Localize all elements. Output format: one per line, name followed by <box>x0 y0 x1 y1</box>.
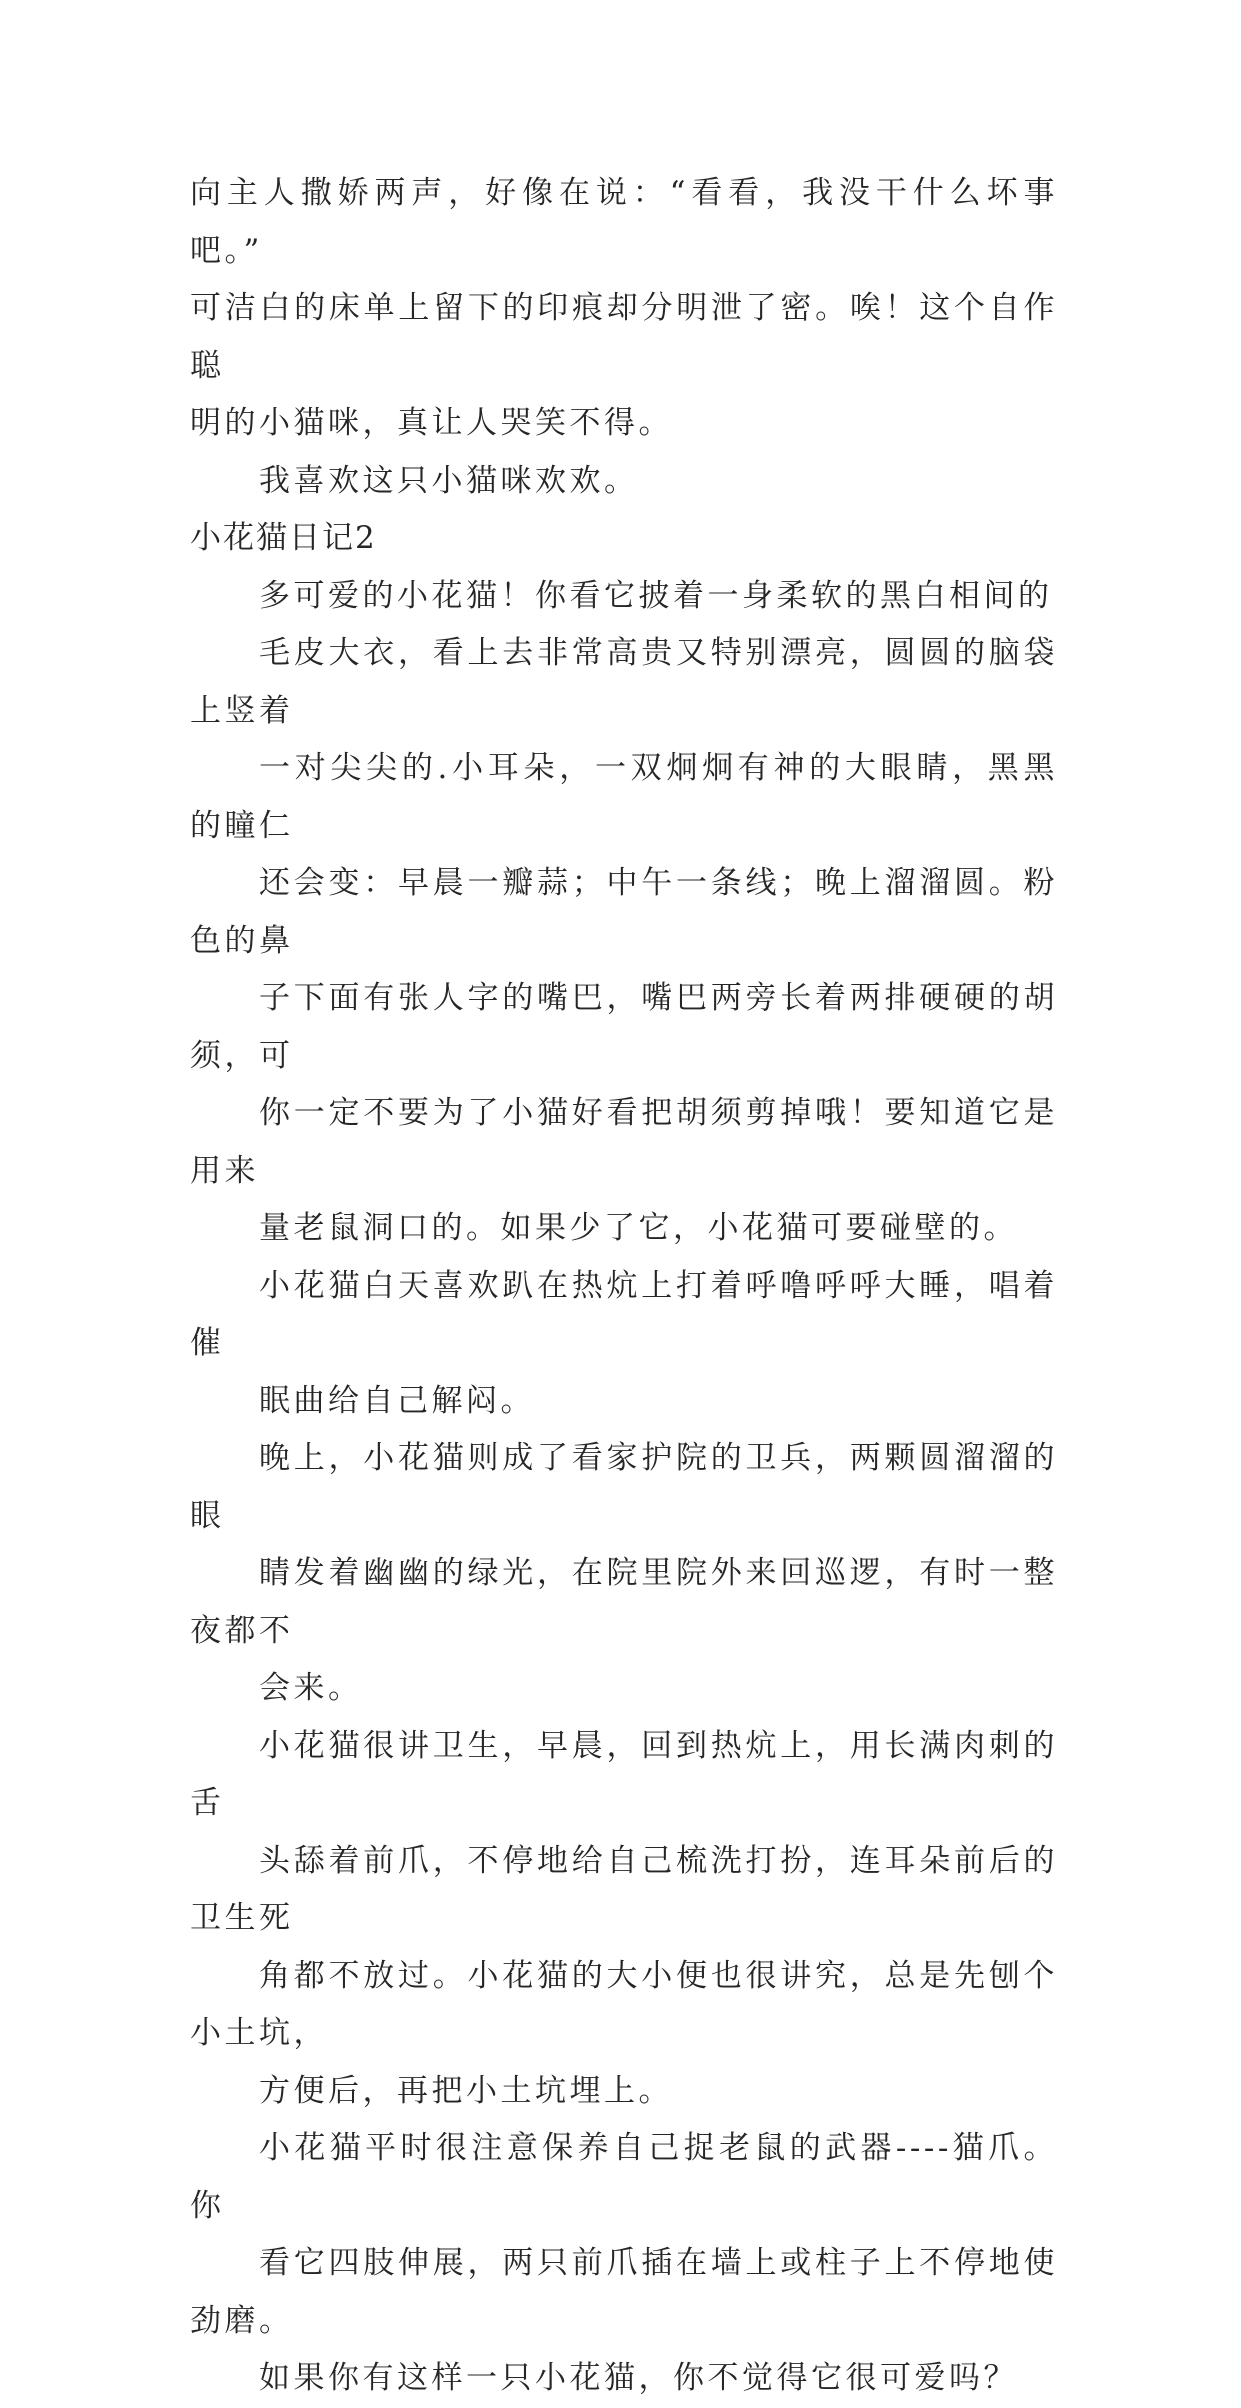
text-line: 睛发着幽幽的绿光，在院里院外来回巡逻，有时一整夜都不 <box>190 1555 1058 1649</box>
text-line: 还会变：早晨一瓣蒜；中午一条线；晚上溜溜圆。粉色的鼻 <box>190 865 1058 959</box>
text-line: 小花猫平时很注意保养自己捉老鼠的武器----猫爪。你 <box>190 2130 1058 2224</box>
text-line: 毛皮大衣，看上去非常高贵又特别漂亮，圆圆的脑袋上竖着 <box>190 635 1058 729</box>
text-line: 晚上，小花猫则成了看家护院的卫兵，两颗圆溜溜的眼 <box>190 1440 1058 1534</box>
paragraph-closing <box>190 2350 1058 2408</box>
paragraph-night <box>190 1430 1058 1718</box>
text-line: 会来。 <box>259 1670 363 1706</box>
section-title <box>190 510 1058 568</box>
text-line: 如果你有这样一只小花猫，你不觉得它很可爱吗？ <box>259 2360 1018 2396</box>
text-line: 可洁白的床单上留下的印痕却分明泄了密。唉！这个自作聪 <box>190 290 1058 384</box>
paragraph-like-cat <box>190 453 1058 511</box>
text-line: 向主人撒娇两声，好像在说：“看看，我没干什么坏事吧。” <box>190 175 1058 269</box>
text-line: 看它四肢伸展，两只前爪插在墙上或柱子上不停地使劲磨。 <box>190 2245 1058 2339</box>
text-line: 眠曲给自己解闷。 <box>259 1382 535 1419</box>
text-line: 量老鼠洞口的。如果少了它，小花猫可要碰壁的。 <box>259 1210 1018 1246</box>
text-line: 角都不放过。小花猫的大小便也很讲究，总是先刨个小土坑， <box>190 1957 1058 2051</box>
title-text: 小花猫日记2 <box>190 520 377 556</box>
paragraph-daytime <box>190 1258 1058 1431</box>
text-line: 小花猫很讲卫生，早晨，回到热炕上，用长满肉刺的舌 <box>190 1727 1058 1821</box>
text-line: 一对尖尖的.小耳朵，一双炯炯有神的大眼睛，黑黑的瞳仁 <box>190 750 1058 844</box>
text-line: 明的小猫咪，真让人哭笑不得。 <box>190 405 673 441</box>
text-line: 我喜欢这只小猫咪欢欢。 <box>259 462 639 499</box>
paragraph-intro-end <box>190 165 1058 453</box>
text-line: 多可爱的小花猫！你看它披着一身柔软的黑白相间的 <box>259 577 1053 614</box>
text-line: 小花猫白天喜欢趴在热炕上打着呼噜呼呼大睡，唱着催 <box>190 1267 1058 1361</box>
text-line: 子下面有张人字的嘴巴，嘴巴两旁长着两排硬硬的胡须，可 <box>190 980 1058 1074</box>
paragraph-hygiene <box>190 1718 1058 2121</box>
text-line: 头舔着前爪，不停地给自己梳洗打扮，连耳朵前后的卫生死 <box>190 1842 1058 1936</box>
paragraph-claws <box>190 2120 1058 2350</box>
text-line: 你一定不要为了小猫好看把胡须剪掉哦！要知道它是用来 <box>190 1095 1058 1189</box>
paragraph-appearance <box>190 568 1058 1258</box>
document-body <box>190 165 1058 2408</box>
text-line: 方便后，再把小土坑埋上。 <box>259 2072 673 2109</box>
